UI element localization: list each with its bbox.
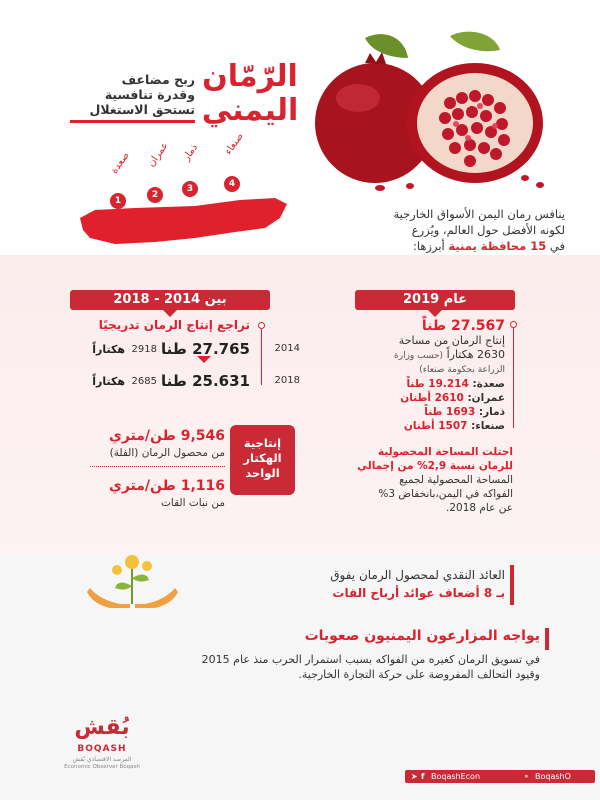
social-handle-econ[interactable]: BoqashEcon: [431, 772, 481, 781]
yemen-map: [75, 188, 295, 248]
logo-name: BOQASH: [77, 744, 127, 754]
money-plant-icon: [85, 548, 180, 610]
map-pin-2: 2: [147, 187, 163, 203]
timeline-dot: [258, 322, 265, 329]
farmers-accent-bar: [545, 628, 549, 650]
pomegranate-illustration: [310, 28, 555, 193]
productivity-box: إنتاجية الهكتار الواحد: [230, 425, 295, 495]
map-label-sanaa: صنعاء: [222, 130, 246, 157]
twitter-icon[interactable]: ⚬: [523, 772, 530, 781]
timeline-line-2019: [513, 328, 514, 428]
map-pin-1: 1: [110, 193, 126, 209]
farmers-paragraph: في تسويق الرمان كغيره من الفواكه بسبب استمرار الحرب منذ عام 2015 وقيود التحالف المفروضة على حركة التجارة الخارجية.: [201, 653, 540, 681]
logo-subtitle-ar: المرصد الاقتصادي بُقش: [72, 756, 132, 763]
title-underline: [70, 120, 195, 123]
productivity-pomegranate-value: 9,546 طن/متري: [109, 428, 225, 444]
productivity-qat-value: 1,116 طن/متري: [109, 478, 225, 494]
area-2019: إنتاج الرمان من مساحة 2630 هكتاراً (حسب وزارة الزراعة بحكومة صنعاء): [394, 334, 505, 375]
page-title: الرّمّان اليمني: [201, 59, 299, 128]
share-paragraph: احتلت المساحة المحصولية للرمان نسبة 2,9% من إجمالي المساحة المحصولية لجميع الفواكه في اليمن،بانخفاض 3% عن عام 2018.: [357, 446, 513, 514]
productivity-pomegranate-label: من محصول الرمان (الفلة): [109, 447, 225, 459]
logo-subtitle-en: Economic Observer Boqash: [64, 764, 140, 770]
map-label-amran: عمران: [145, 140, 171, 169]
governorate-row-dhamar: ذمار: 1693 طناً: [424, 406, 505, 418]
income-line-2: بـ 8 أضعاف عوائد أرباح القات: [332, 586, 505, 600]
facebook-icon[interactable]: f: [421, 772, 425, 781]
decline-label: تراجع إنتاج الرمان تدريجيًا: [98, 318, 250, 332]
divider: [90, 466, 225, 467]
section-2014-2018-arrow: [163, 310, 177, 317]
telegram-icon[interactable]: ➤: [411, 772, 418, 781]
map-label-dhamar: ذمار: [180, 142, 201, 163]
map-pin-3: 3: [182, 181, 198, 197]
governorate-row-saada: صعدة: 19.214 طناً: [406, 378, 505, 390]
intro-highlight: 15 محافظة يمنية: [448, 239, 547, 253]
map-pin-4: 4: [224, 176, 240, 192]
productivity-qat-label: من نبات القات: [161, 497, 225, 509]
row-2014: 2014 27.765 طنا 2918 هكتاراً: [92, 340, 300, 358]
logo: بُقش: [74, 715, 130, 740]
governorate-row-sanaa: صنعاء: 1507 أطنان: [403, 420, 505, 432]
farmers-title: يواجه المزارعون اليمنيون صعوبات: [304, 628, 540, 644]
section-2014-2018-header: بين 2014 - 2018: [70, 290, 270, 310]
section-2019-header: عام 2019: [355, 290, 515, 310]
governorate-row-amran: عمران: 2610 أطنان: [400, 392, 505, 404]
total-tons-2019: 27.567 طناً: [421, 318, 505, 334]
social-bar: [405, 770, 595, 783]
row-2018: 2018 25.631 طنا 2685 هكتاراً: [92, 372, 300, 390]
intro-text: ينافس رمان اليمن الأسواق الخارجية لكونه الأفضل حول العالم، ويُزرع في 15 محافظة يمنية أبرزها:: [393, 207, 565, 253]
map-label-saada: صعدة: [108, 150, 132, 176]
page-subtitle: ربح مضاعف وقدرة تنافسية تستحق الاستغلال: [89, 72, 195, 117]
social-handle-twitter[interactable]: BoqashO: [535, 772, 571, 781]
income-accent-bar: [510, 565, 514, 605]
income-line-1: العائد النقدي لمحصول الرمان يفوق: [330, 568, 505, 582]
timeline-dot: [510, 321, 517, 328]
section-2019-arrow: [428, 310, 442, 317]
